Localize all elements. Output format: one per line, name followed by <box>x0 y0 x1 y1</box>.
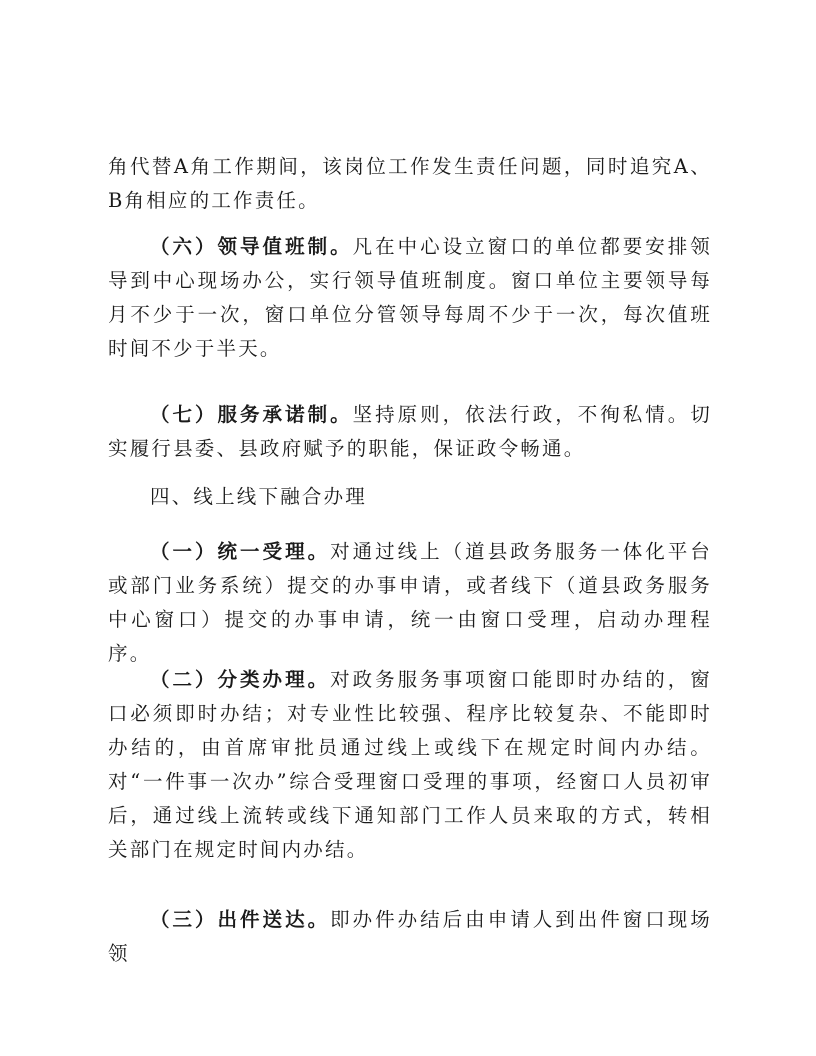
paragraph-title: （二）分类办理。 <box>150 668 331 691</box>
paragraph-service-commitment <box>108 398 712 466</box>
paragraph-classified-handling <box>108 663 712 867</box>
paragraph-unified-acceptance <box>108 535 712 671</box>
paragraph-text: 即办件办结后由申请人到出件窗口现场领 <box>108 908 712 965</box>
paragraph-delivery <box>108 903 712 971</box>
section-heading-text: 四、线上线下融合办理 <box>150 485 368 508</box>
section-heading <box>108 480 712 514</box>
paragraph-text: 对政务服务事项窗口能即时办结的，窗口必须即时办结；对专业性比较强、程序比较复杂、不能即时办结的，由首席审批员通过线上或线下在规定时间内办结。对“一件事一次办”综合受理窗口受理的事项，经窗口人员初审后，通过线上流转或线下通知部门工作人员来取的方式，转相关部门在规定时间内办结。 <box>108 668 712 861</box>
paragraph-text: 角代替A角工作期间，该岗位工作发生责任问题，同时追究A、B角相应的工作责任。 <box>108 155 712 212</box>
paragraph-text: 对通过线上（道县政务服务一体化平台或部门业务系统）提交的办事申请，或者线下（道县政务服务中心窗口）提交的办事申请，统一由窗口受理，启动办理程序。 <box>108 540 712 665</box>
paragraph-title: （六）领导值班制。 <box>150 235 353 258</box>
paragraph-text: 凡在中心设立窗口的单位都要安排领导到中心现场办公，实行领导值班制度。窗口单位主要领导每月不少于一次，窗口单位分管领导每周不少于一次，每次值班时间不少于半天。 <box>108 235 712 360</box>
paragraph-title: （一）统一受理。 <box>150 540 331 563</box>
paragraph-leader-duty <box>108 230 712 366</box>
paragraph-ab-role-responsibility <box>108 150 712 218</box>
paragraph-title: （三）出件送达。 <box>150 908 331 931</box>
paragraph-title: （七）服务承诺制。 <box>150 403 353 426</box>
paragraph-text: 坚持原则，依法行政，不徇私情。切实履行县委、县政府赋予的职能，保证政令畅通。 <box>108 403 712 460</box>
